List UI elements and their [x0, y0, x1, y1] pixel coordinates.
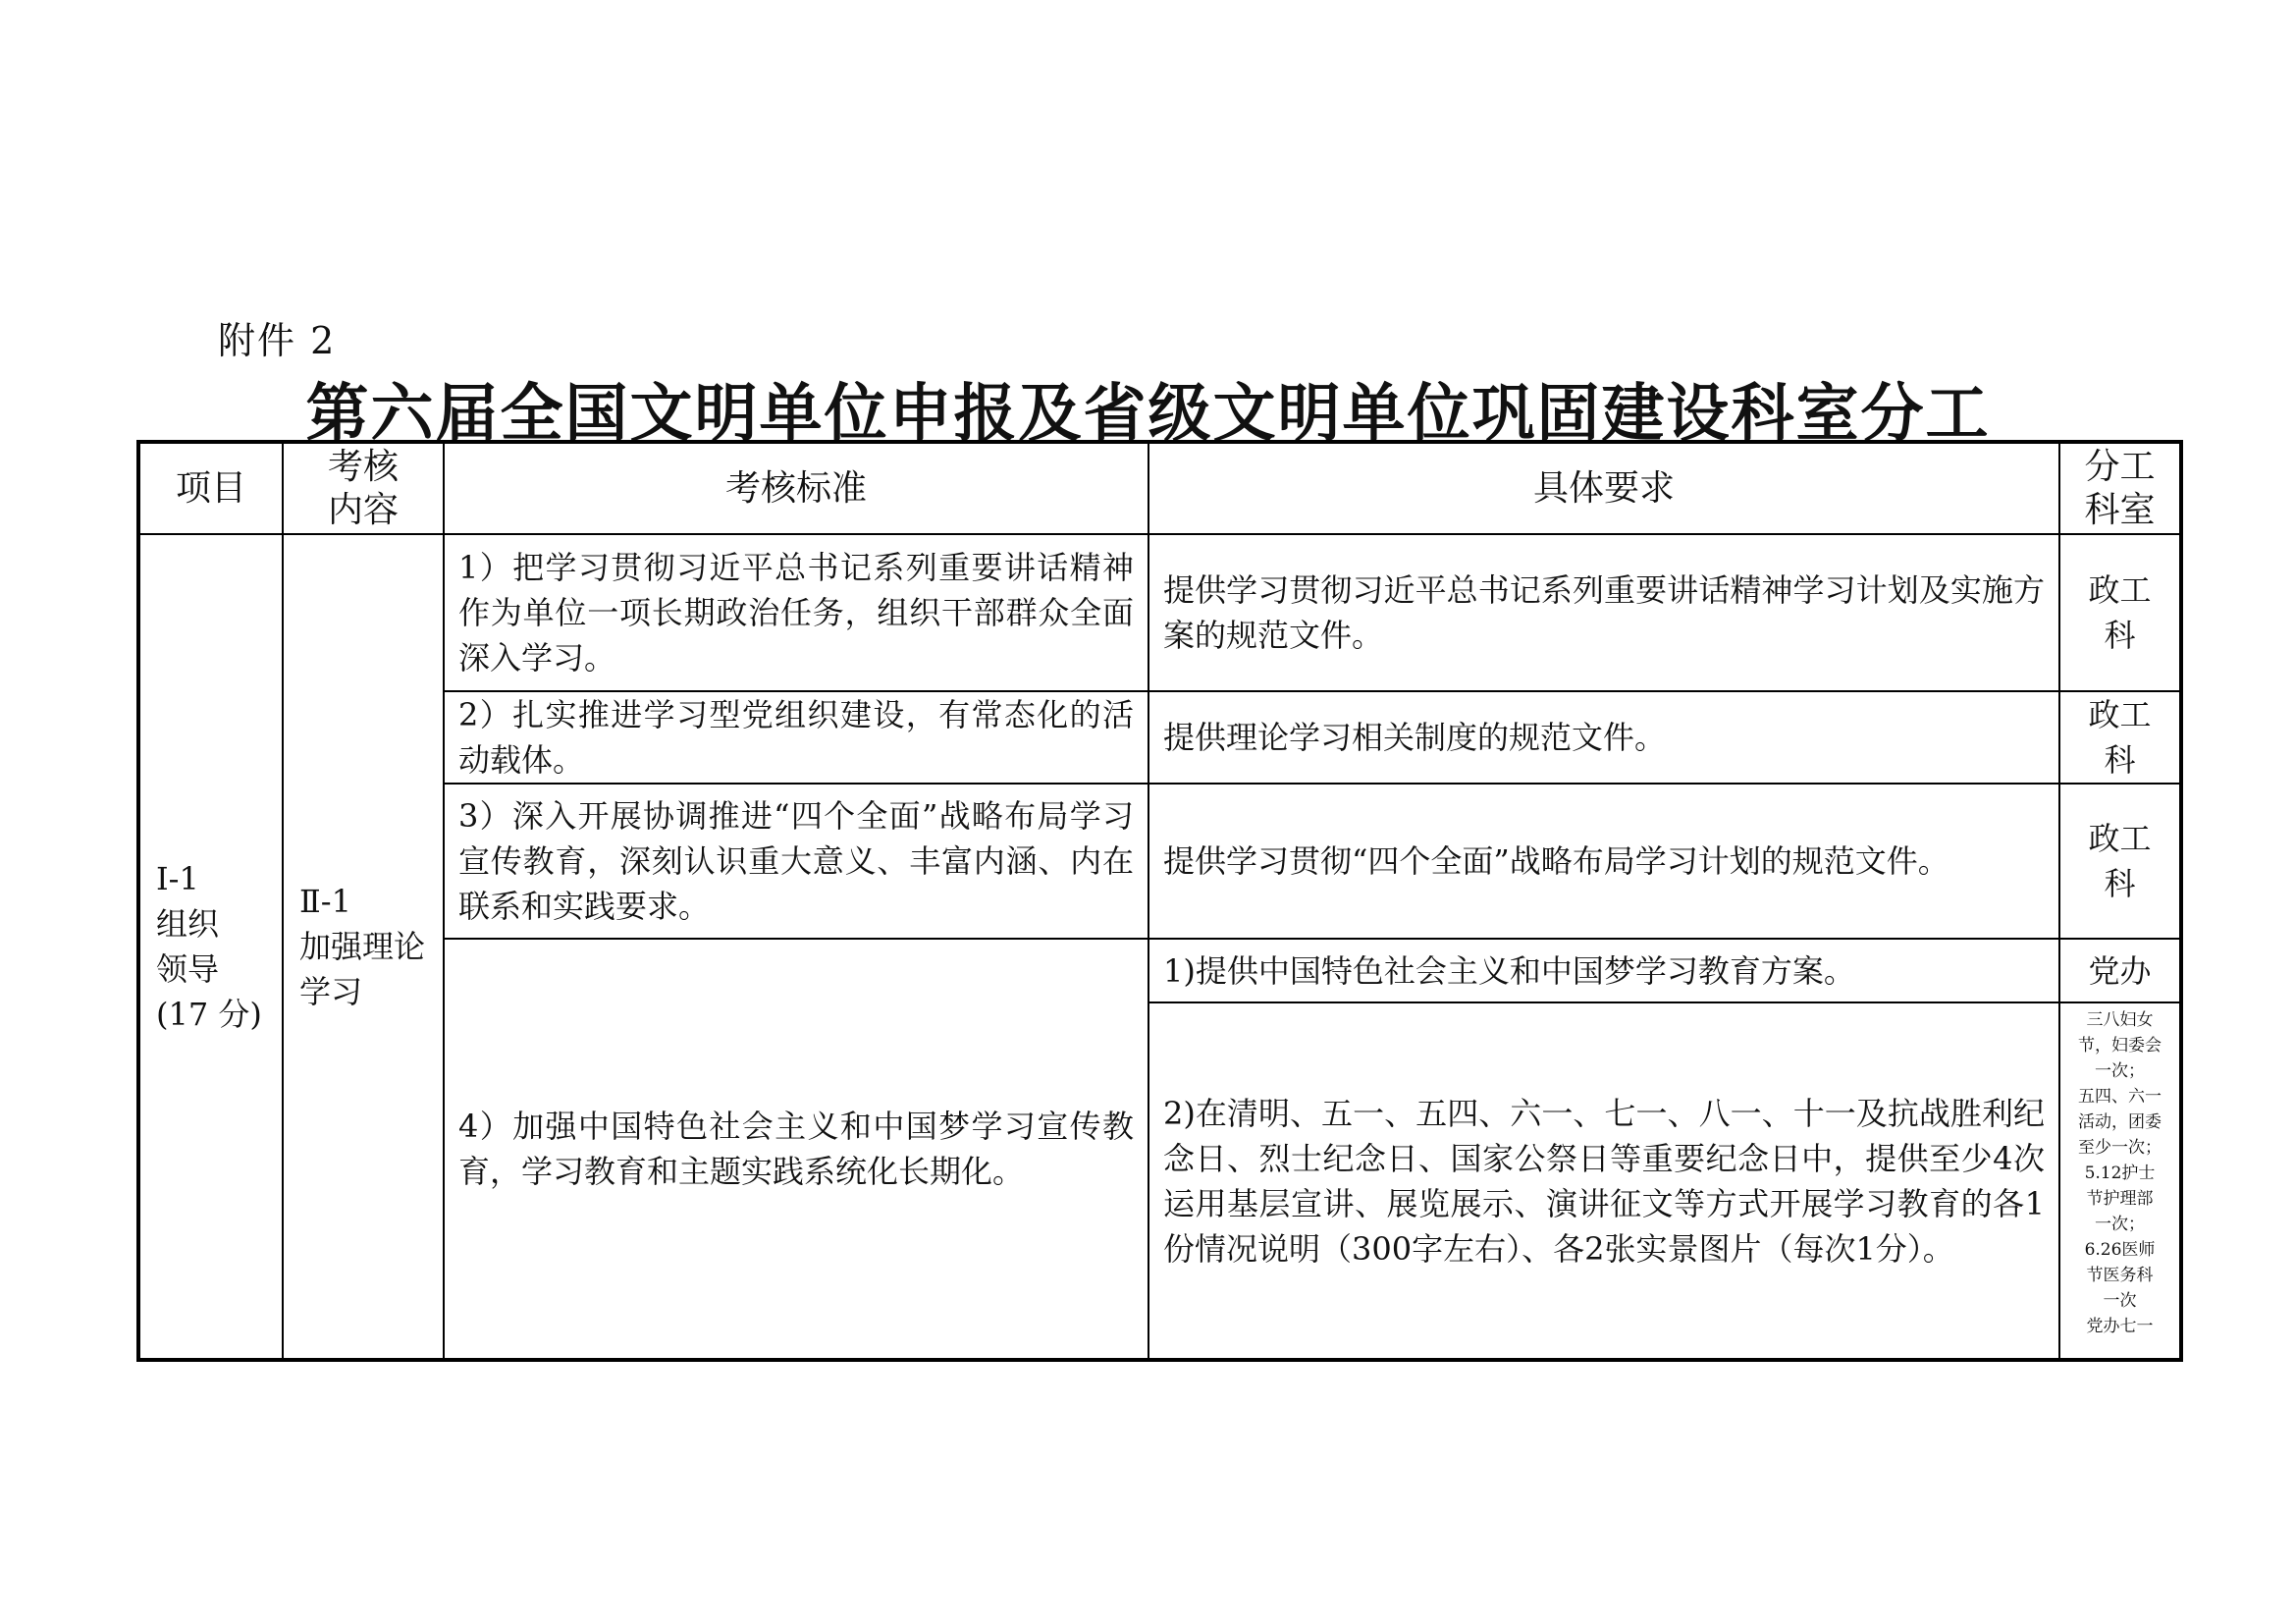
dept-line2: 科	[2104, 741, 2136, 779]
standard-cell: 4）加强中国特色社会主义和中国梦学习宣传教育，学习教育和主题实践系统化长期化。	[444, 939, 1148, 1360]
header-dept-line1: 分工	[2084, 446, 2156, 487]
dept-cell: 党办	[2059, 939, 2181, 1002]
dept-line2: 科	[2104, 617, 2136, 654]
requirement-cell: 提供学习贯彻习近平总书记系列重要讲话精神学习计划及实施方案的规范文件。	[1148, 534, 2059, 691]
header-requirement: 具体要求	[1148, 442, 2059, 534]
requirement-cell: 提供学习贯彻“四个全面”战略布局学习计划的规范文件。	[1148, 784, 2059, 939]
item-cell	[138, 534, 283, 1360]
dept-note-line: 活动，团委	[2078, 1112, 2162, 1132]
dept-note-line: 一次；	[2095, 1061, 2145, 1081]
item-name-line2: 领导	[156, 950, 220, 988]
header-content-line1: 考核	[327, 446, 399, 487]
dept-note-line: 党办七一	[2086, 1317, 2154, 1336]
content-code: Ⅱ-1	[299, 883, 351, 920]
dept-line1: 政工	[2088, 820, 2152, 857]
standard-cell: 1）把学习贯彻习近平总书记系列重要讲话精神作为单位一项长期政治任务，组织干部群众全面深入学习。	[444, 534, 1148, 691]
item-name-line1: 组织	[156, 905, 220, 943]
dept-note-line: 6.26医师	[2084, 1240, 2156, 1260]
dept-cell	[2059, 691, 2181, 784]
dept-line1: 政工	[2088, 571, 2152, 609]
dept-line2: 科	[2104, 865, 2136, 902]
content-name-line1: 加强理论	[299, 928, 426, 965]
requirement-cell: 1)提供中国特色社会主义和中国梦学习教育方案。	[1148, 939, 2059, 1002]
dept-note-line: 一次	[2103, 1291, 2137, 1311]
dept-note-line: 一次；	[2095, 1215, 2145, 1234]
dept-note-line: 节医务科	[2086, 1266, 2154, 1285]
header-item: 项目	[138, 442, 283, 534]
header-standard: 考核标准	[444, 442, 1148, 534]
dept-note-line: 节，妇委会	[2078, 1036, 2162, 1056]
table-row	[138, 784, 2181, 939]
header-content-line2: 内容	[327, 489, 399, 530]
header-dept-line2: 科室	[2084, 489, 2156, 530]
dept-line1: 政工	[2088, 696, 2152, 733]
document-title: 第六届全国文明单位申报及省级文明单位巩固建设科室分工	[305, 377, 1991, 451]
dept-note-line: 5.12护士	[2084, 1164, 2156, 1183]
attachment-label: 附件 2	[218, 319, 337, 362]
dept-cell	[2059, 784, 2181, 939]
standard-cell: 2）扎实推进学习型党组织建设，有常态化的活动载体。	[444, 691, 1148, 784]
header-dept	[2059, 442, 2181, 534]
standard-cell: 3）深入开展协调推进“四个全面”战略布局学习宣传教育，深刻认识重大意义、丰富内涵、内在联系和实践要求。	[444, 784, 1148, 939]
division-table	[136, 440, 2183, 1362]
requirement-cell: 提供理论学习相关制度的规范文件。	[1148, 691, 2059, 784]
dept-note-line: 节护理部	[2086, 1189, 2154, 1209]
table-row	[138, 691, 2181, 784]
dept-notes-cell	[2059, 1002, 2181, 1360]
header-content	[283, 442, 444, 534]
content-name-line2: 学习	[299, 973, 363, 1010]
dept-note-line: 五四、六一	[2078, 1087, 2162, 1107]
dept-note-line: 至少一次；	[2078, 1138, 2162, 1158]
dept-note-line: 三八妇女	[2086, 1010, 2154, 1030]
dept-cell	[2059, 534, 2181, 691]
table-row	[138, 939, 2181, 1002]
item-code: Ⅰ-1	[156, 860, 199, 897]
requirement-cell: 2)在清明、五一、五四、六一、七一、八一、十一及抗战胜利纪念日、烈士纪念日、国家公祭日等重要纪念日中，提供至少4次运用基层宣讲、展览展示、演讲征文等方式开展学习教育的各1份情况说明（300字左右）、各2张实景图片（每次1分）。	[1148, 1002, 2059, 1360]
content-cell	[283, 534, 444, 1360]
header-row	[138, 442, 2181, 534]
table-row	[138, 534, 2181, 691]
item-score: (17 分)	[156, 996, 262, 1033]
